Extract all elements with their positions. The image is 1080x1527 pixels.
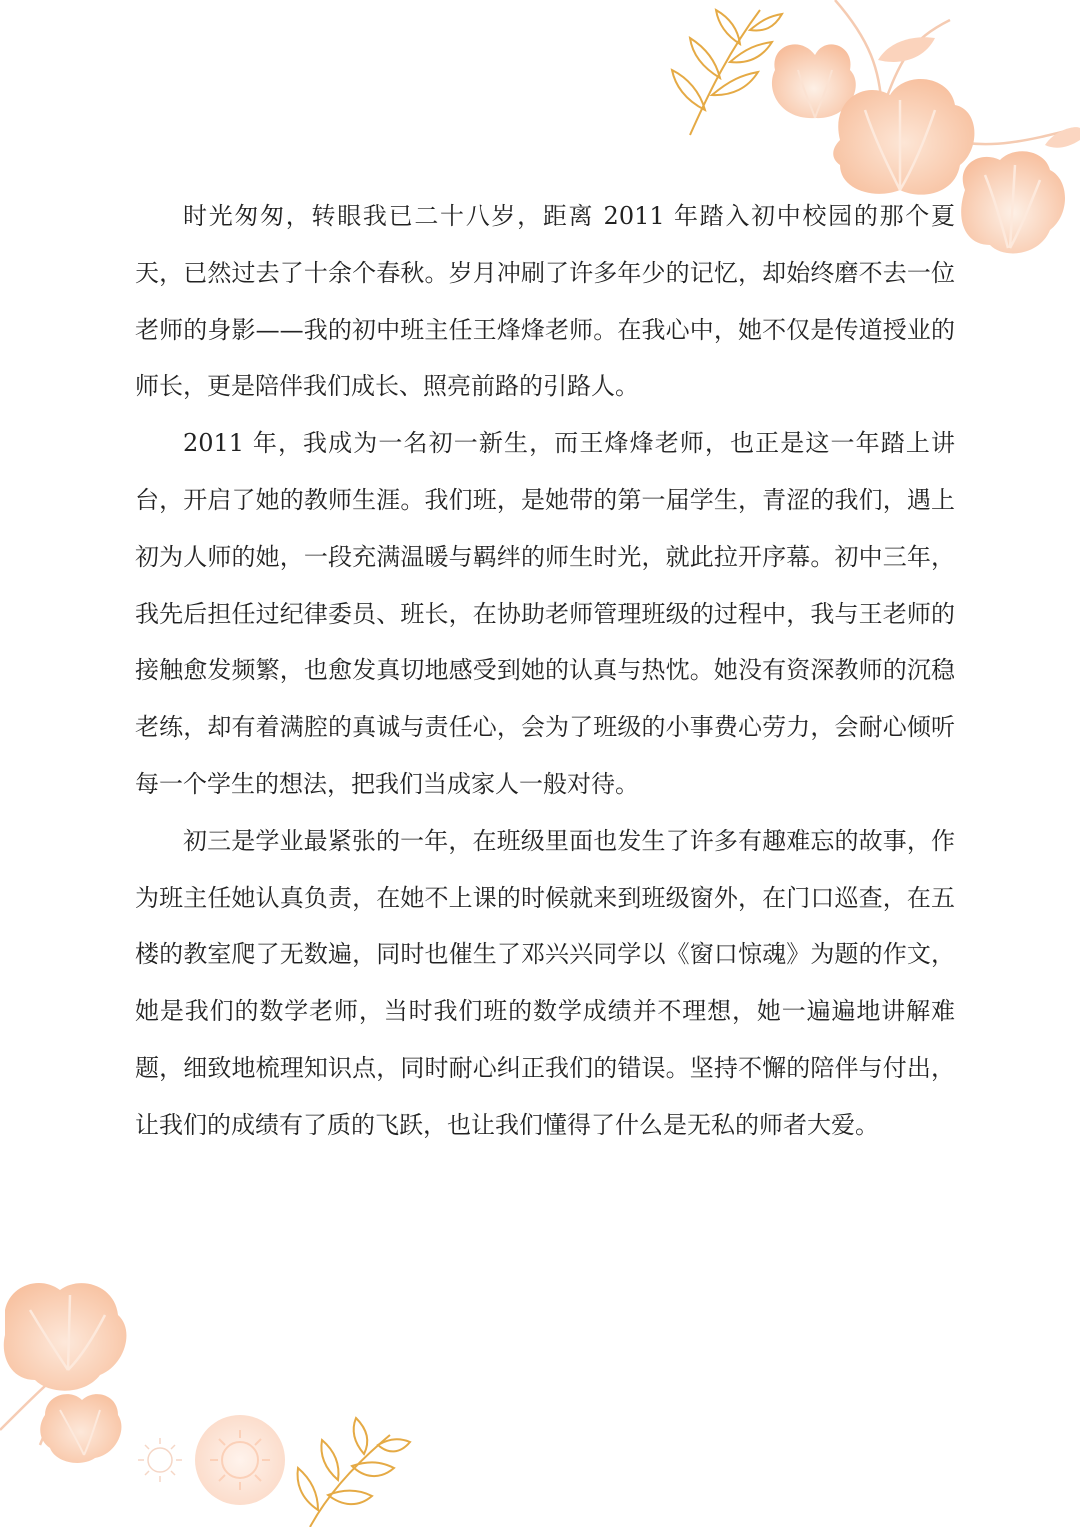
paragraph-1: 时光匆匆，转眼我已二十八岁，距离 2011 年踏入初中校园的那个夏天，已然过去了十余个春秋。岁月冲刷了许多年少的记忆，却始终磨不去一位老师的身影——我的初中班主任王烽烽老师。在我心中，她不仅是传道授业的师长，更是陪伴我们成长、照亮前路的引路人。	[135, 202, 955, 401]
flower-icon	[40, 1394, 121, 1463]
flower-icon	[961, 151, 1065, 253]
paragraph-2: 2011 年，我成为一名初一新生，而王烽烽老师，也正是这一年踏上讲台，开启了她的教师生涯。我们班，是她带的第一届学生，青涩的我们，遇上初为人师的她，一段充满温暖与羁绊的师生时光，就此拉开序幕。初中三年，我先后担任过纪律委员、班长，在协助老师管理班级的过程中，我与王老师的接触愈发频繁，也愈发真切地感受到她的认真与热忱。她没有资深教师的沉稳老练，却有着满腔的真诚与责任心，会为了班级的小事费心劳力，会耐心倾听每一个学生的想法，把我们当成家人一般对待。	[135, 429, 955, 798]
sun-icon	[138, 1438, 182, 1482]
flower-icon	[4, 1283, 127, 1391]
article-body	[135, 188, 955, 1154]
golden-leaf-icon	[672, 10, 782, 135]
stem-icon	[0, 1365, 70, 1445]
leaf-icon	[1045, 127, 1080, 148]
flower-icon	[772, 44, 856, 118]
paragraph-3: 初三是学业最紧张的一年，在班级里面也发生了许多有趣难忘的故事，作为班主任她认真负责，在她不上课的时候就来到班级窗外，在门口巡查，在五楼的教室爬了无数遍，同时也催生了邓兴兴同学以《窗口惊魂》为题的作文，她是我们的数学老师，当时我们班的数学成绩并不理想，她一遍遍地讲解难题，细致地梳理知识点，同时耐心纠正我们的错误。坚持不懈的陪伴与付出，让我们的成绩有了质的飞跃，也让我们懂得了什么是无私的师者大爱。	[135, 826, 955, 1139]
stem-icon	[835, 0, 1070, 144]
bottom-left-flower-decoration	[0, 1270, 420, 1527]
golden-leaf-icon	[298, 1418, 410, 1527]
leaf-icon	[878, 37, 935, 62]
flower-icon	[833, 79, 974, 195]
sun-flower-icon	[195, 1415, 285, 1505]
